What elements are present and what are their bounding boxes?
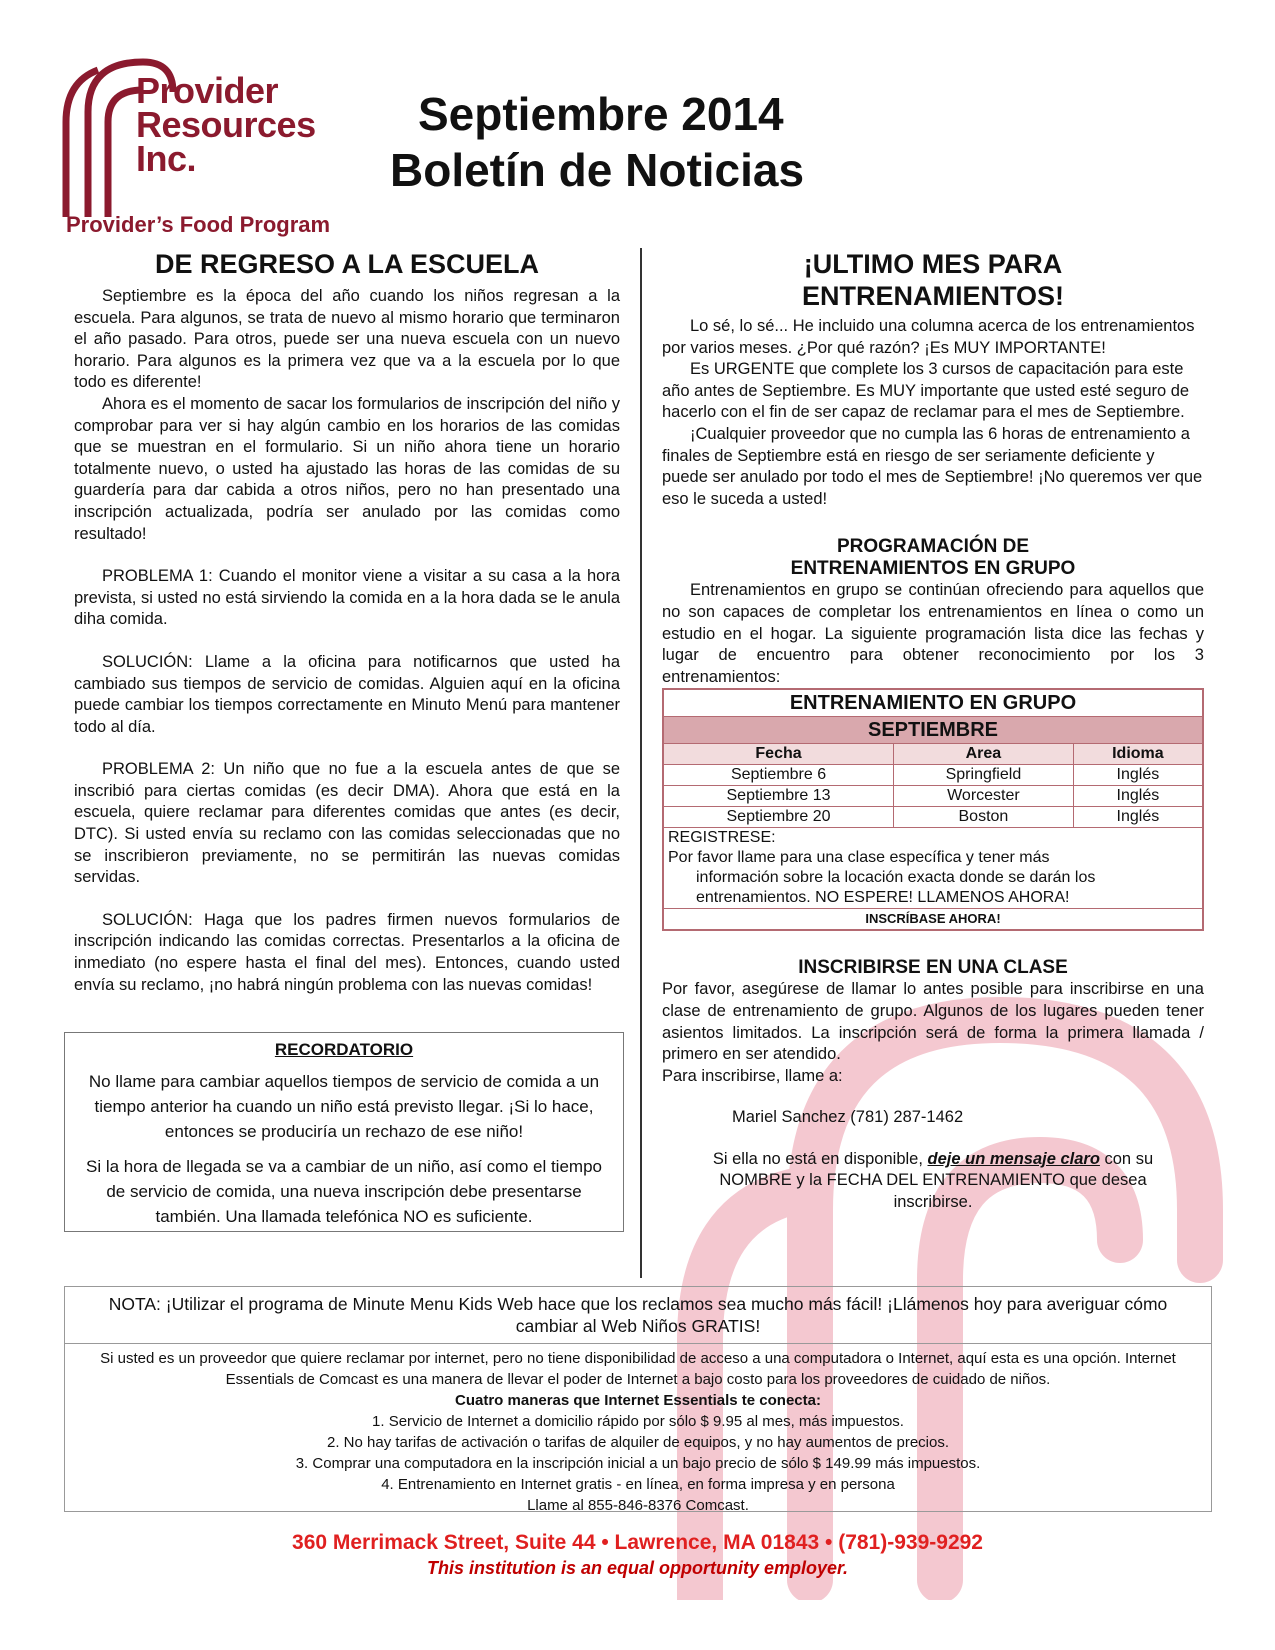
footer-equal-opportunity: This institution is an equal opportunity employer. — [426, 1558, 849, 1578]
column-header: Area — [894, 744, 1074, 765]
training-schedule-table — [662, 688, 1204, 931]
group-schedule-heading: PROGRAMACIÓN DE ENTRENAMIENTOS EN GRUPO — [790, 536, 1076, 580]
paragraph: Septiembre es la época del año cuando los niños regresan a la escuela. Para algunos, se trata de nuevo al mismo horario que terminaron el año pasado. Para otros, puede ser una nueva escuela con un nuevo horario. Para algunos es la primera vez que va a la escuela por lo que todo es diferente! — [74, 287, 620, 392]
list-item: 1. Servicio de Internet a domicilio rápido por sólo $ 9.95 al mes, más impuestos. — [372, 1413, 904, 1430]
column-divider — [640, 248, 642, 1278]
solution-2: SOLUCIÓN: Haga que los padres firmen nuevos formularios de inscripción indicando las comidas correctas. Presentarlos a la oficina de inmediato (no espere hasta el final del mes). Entonces, cuando usted envía su reclamo, ¡no habrá ningún problema con las nuevas comidas! — [74, 910, 620, 994]
register-info — [663, 828, 1203, 909]
list-item: 4. Entrenamiento en Internet gratis - en línea, en forma impresa y en persona — [381, 1476, 895, 1493]
reminder-title: RECORDATORIO — [274, 1040, 414, 1059]
note-subhead: Cuatro maneras que Internet Essentials te conecta: — [455, 1392, 821, 1409]
title-name: Boletín de Noticias — [390, 144, 805, 196]
right-column — [662, 248, 1204, 1214]
table-row: Septiembre 6 Springfield Inglés — [663, 765, 1203, 786]
training-heading: ¡ULTIMO MES PARA ENTRENAMIENTOS! — [801, 249, 1064, 311]
company-logo — [48, 44, 388, 244]
reminder-text: Si la hora de llegada se va a cambiar de un niño, así como el tiempo de servicio de comida, una nueva inscripción debe presentarse también. Una llamada telefónica NO es suficiente. — [86, 1157, 602, 1226]
footer-address: 360 Merrimack Street, Suite 44 • Lawrence, MA 01843 • (781)-939-9292 — [292, 1531, 983, 1554]
reminder-box — [64, 1032, 624, 1232]
back-to-school-heading: DE REGRESO A LA ESCUELA — [154, 249, 540, 279]
note-box — [64, 1286, 1212, 1512]
solution-1: SOLUCIÓN: Llame a la oficina para notificarnos que usted ha cambiado sus tiempos de servicio de comidas. Alguien aquí en la oficina puede cambiar los tiempos correctamente en Minuto Menú para mantener todo al día. — [74, 652, 620, 736]
table-row: Septiembre 20 Boston Inglés — [663, 807, 1203, 828]
note-intro: Si usted es un proveedor que quiere reclamar por internet, pero no tiene disponibilidad de acceso a una computadora o Internet, aquí esta es una opción. Internet Essentials de Comcast es una manera de llevar el poder de Internet a bajo costo para los proveedores de cuidado de niños. — [100, 1350, 1176, 1388]
newsletter-title — [390, 86, 890, 198]
note-headline: NOTA: ¡Utilizar el programa de Minute Menu Kids Web hace que los reclamos sea mucho más fácil! ¡Llámenos hoy para averiguar cómo cambiar al Web Niños GRATIS! — [65, 1287, 1211, 1344]
note-call: Llame al 855-846-8376 Comcast. — [527, 1497, 749, 1514]
register-label: REGISTRESE: — [668, 829, 776, 847]
problem-1: PROBLEMA 1: Cuando el monitor viene a visitar a su casa a la hora prevista, si usted no está sirviendo la comida en a la hora dada se le anula diha comida. — [74, 567, 620, 629]
logo-tagline: Provider’s Food Program — [66, 212, 331, 237]
register-text: Por favor llame para una clase específica y tener más — [668, 849, 1050, 867]
reminder-text: No llame para cambiar aquellos tiempos de servicio de comida a un tiempo anterior ha cuando un niño está previsto llegar. ¡Si lo hace, entonces se produciría un rechazo de ese niño! — [88, 1072, 600, 1141]
schedule-title: ENTRENAMIENTO EN GRUPO — [663, 689, 1203, 717]
table-row: Septiembre 13 Worcester Inglés — [663, 786, 1203, 807]
schedule-month: SEPTIEMBRE — [663, 717, 1203, 744]
list-item: 2. No hay tarifas de activación o tarifas de alquiler de equipos, y no hay aumentos de precios. — [326, 1434, 950, 1451]
paragraph: Es URGENTE que complete los 3 cursos de capacitación para este año antes de Septiembre. Es MUY importante que usted esté seguro de hacerlo con el fin de ser capaz de reclamar para el mes de Septiembre. — [662, 360, 1190, 422]
contact-line: Mariel Sanchez (781) 287-1462 — [732, 1108, 964, 1127]
signup-class-heading: INSCRIBIRSE EN UNA CLASE — [798, 957, 1068, 979]
paragraph: Para inscribirse, llame a: — [662, 1066, 843, 1085]
signup-now-label: INSCRÍBASE AHORA! — [663, 909, 1203, 931]
paragraph: Ahora es el momento de sacar los formularios de inscripción del niño y comprobar para ver si hay algún cambio en los horarios de las comidas que se muestran en el formulario. Si un niño ahora tiene un horario totalmente nuevo, o usted ha ajustado las horas de las comidas de su guardería para dar cabida a otros niños, pero no han presentado una inscripción actualizada, podría ser anulado por las comidas como resultado! — [74, 394, 620, 543]
paragraph: Por favor, asegúrese de llamar lo antes posible para inscribirse en una clase de entrenamiento de grupo. Algunos de los lugares pueden tener asientos limitados. La inscripción será de forma la primera llamada / primero en ser atendido. — [662, 980, 1204, 1064]
list-item: 3. Comprar una computadora en la inscripción inicial a un bajo precio de sólo $ 149.99 más impuestos. — [295, 1455, 981, 1472]
title-date: Septiembre 2014 — [418, 88, 784, 140]
logo-wordmark: Provider Resources Inc. — [136, 70, 316, 179]
paragraph: Entrenamientos en grupo se continúan ofreciendo para aquellos que no son capaces de completar los entrenamientos en línea o como un estudio en el hogar. La siguiente programación lista dice las fechas y lugar de encuentro para obtener reconocimiento por los 3 entrenamientos: — [662, 581, 1204, 686]
problem-2: PROBLEMA 2: Un niño que no fue a la escuela antes de que se inscribió para ciertas comidas (es decir DMA). Ahora que está en la escuela, quiere reclamar para diferentes comidas que antes (es decir, DTC). Si usted envía su reclamo con las comidas seleccionadas que no se inscribieron previamente, no se permitirán las nuevas comidas servidas. — [74, 760, 620, 887]
leave-message-emphasis: deje un mensaje claro — [927, 1149, 1100, 1168]
paragraph: Lo sé, lo sé... He incluido una columna acerca de los entrenamientos por varios meses. ¿Por qué razón? ¡Es MUY IMPORTANTE! — [662, 317, 1195, 357]
message-instructions: Si ella no está en disponible, deje un mensaje claro con su NOMBRE y la FECHA DEL ENTRENAMIENTO que desea inscribirse. — [712, 1149, 1154, 1212]
paragraph: ¡Cualquier proveedor que no cumpla las 6 horas de entrenamiento a finales de Septiembre está en riesgo de ser seriamente deficiente y puede ser anulado por todo el mes de Septiembre! ¡No queremos ver que eso le suceda a usted! — [662, 424, 1203, 508]
column-header: Idioma — [1073, 744, 1203, 765]
table-header-row — [663, 744, 1203, 765]
column-header: Fecha — [663, 744, 894, 765]
register-text: información sobre la locación exacta donde se darán los entrenamientos. NO ESPERE! LLAMENOS AHORA! — [696, 869, 1096, 907]
left-column — [74, 248, 620, 996]
note-body — [65, 1344, 1211, 1520]
